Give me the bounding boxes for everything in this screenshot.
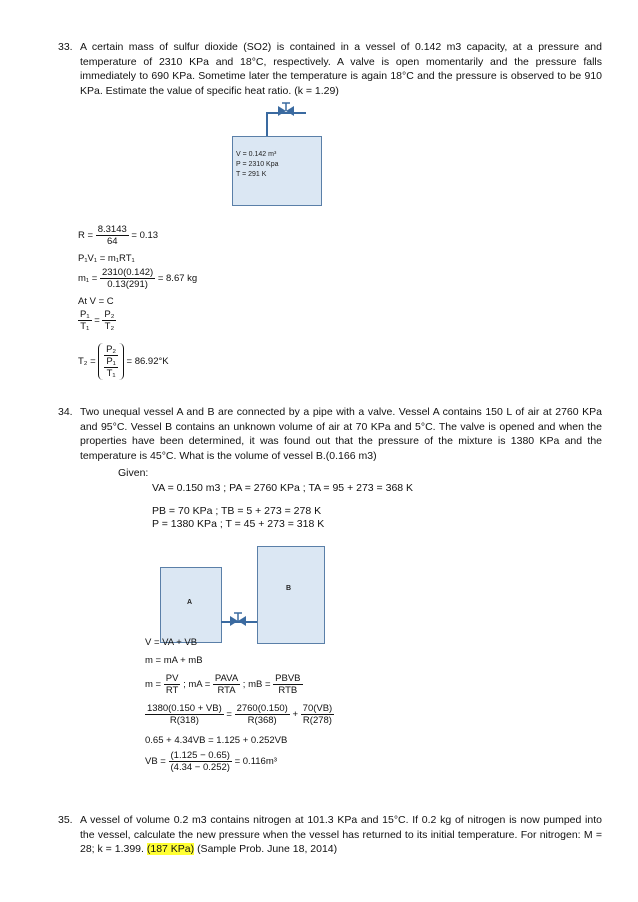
- eq-mass-sum: m = mA + mB: [145, 655, 203, 666]
- given-vessel-a: VA = 0.150 m3 ; PA = 2760 KPa ; TA = 95 + 273 = 368 K: [152, 482, 414, 494]
- problem-35-number: 35.: [58, 814, 73, 826]
- valve-icon: [278, 102, 294, 120]
- eq-pressure-ratio: $\frac{\text{P₁}}{\text{T₁}}$ = $\frac{\text{P₂}}{\text{T₂}}$: [80, 309, 115, 332]
- valve-icon: [230, 612, 246, 630]
- vessel-volume-label: V = 0.142 m³: [236, 151, 277, 158]
- problem-35-body: A vessel of volume 0.2 m3 contains nitrogen at 101.3 KPa and 15°C. If 0.2 kg of nitrogen is now pumped into the vessel, calculate the new pressure when the vessel has returned to its initial temperature. For nitrogen: M = 28; k = 1.399.: [80, 814, 602, 855]
- eq-gas-constant: R = $\frac{8.3143}{64}$ = 0.13: [78, 224, 159, 247]
- vessel-b-label: B: [286, 585, 292, 592]
- eq-final-temperature: T₂ = $\frac{\text{P₂}}{\frac{\text{P₁}}{\text{T₁}}}$ = 86.92°K: [78, 344, 169, 379]
- given-label: Given:: [118, 467, 149, 479]
- problem-33-text: A certain mass of sulfur dioxide (SO2) is contained in a vessel of 0.142 m3 capacity, at a pressure and temperature of 2310 KPa and 18°C, respectively. A valve is open momentarily and the pressure falls immediately to 690 KPa. Sometime later the temperature is again 18°C and the pressure is observed to be 910 KPa. Estimate the value of specific heat ratio. (k = 1.29): [80, 41, 602, 97]
- problem-35-text: [80, 813, 602, 857]
- given-vessel-b: PB = 70 KPa ; TB = 5 + 273 = 278 K: [152, 505, 322, 517]
- eq-volume-b: VB = $\frac{(1.125 - 0.65)}{(4.34 - 0.252)}$ = 0.116m³: [145, 750, 277, 773]
- problem-34-text: Two unequal vessel A and B are connected by a pipe with a valve. Vessel A contains 150 L of air at 2760 KPa and 95°C. Vessel B contains an unknown volume of air at 70 KPa and 5°C. The valve is opened and when the properties have been determined, it was found out that the pressure of the mixture is 1380 KPa and the temperature is 45°C. What is the volume of vessel B.(0.166 m3): [80, 406, 602, 462]
- eq-ideal-gas: P₁V₁ = m₁RT₁: [78, 253, 135, 264]
- problem-35-source: (Sample Prob. June 18, 2014): [197, 843, 338, 855]
- eq-volume-sum: V = VA + VB: [145, 637, 198, 648]
- eq-mass: m₁ = $\frac{2310(0.142)}{0.13(291)}$ = 8.67 kg: [78, 267, 198, 290]
- vessel-a-label: A: [187, 599, 193, 606]
- problem-33-number: 33.: [58, 41, 73, 53]
- eq-simplified: 0.65 + 4.34VB = 1.125 + 0.252VB: [145, 735, 288, 746]
- given-mixture: P = 1380 KPa ; T = 45 + 273 = 318 K: [152, 518, 325, 530]
- answer-highlight: (187 KPa): [146, 843, 195, 855]
- vessel-temperature-label: T = 291 K: [236, 171, 267, 178]
- problem-34-number: 34.: [58, 406, 73, 418]
- vessel-b: [257, 546, 325, 644]
- eq-mass-definitions: m = $\frac{PV}{RT}$ ; mA = $\frac{\text{PAVA}}{\text{RTA}}$ ; mB = $\frac{\text{PBVB}}{\text{RTB}}$: [145, 673, 301, 696]
- vessel-pressure-label: P = 2310 Kpa: [236, 161, 279, 168]
- eq-mass-balance: $\frac{1380(0.150 + VB)}{R(318)}$ = $\frac{2760(0.150)}{R(368)}$ + $\frac{70(VB)}{R(278)}$: [147, 703, 333, 726]
- eq-constant-volume: At V = C: [78, 296, 114, 307]
